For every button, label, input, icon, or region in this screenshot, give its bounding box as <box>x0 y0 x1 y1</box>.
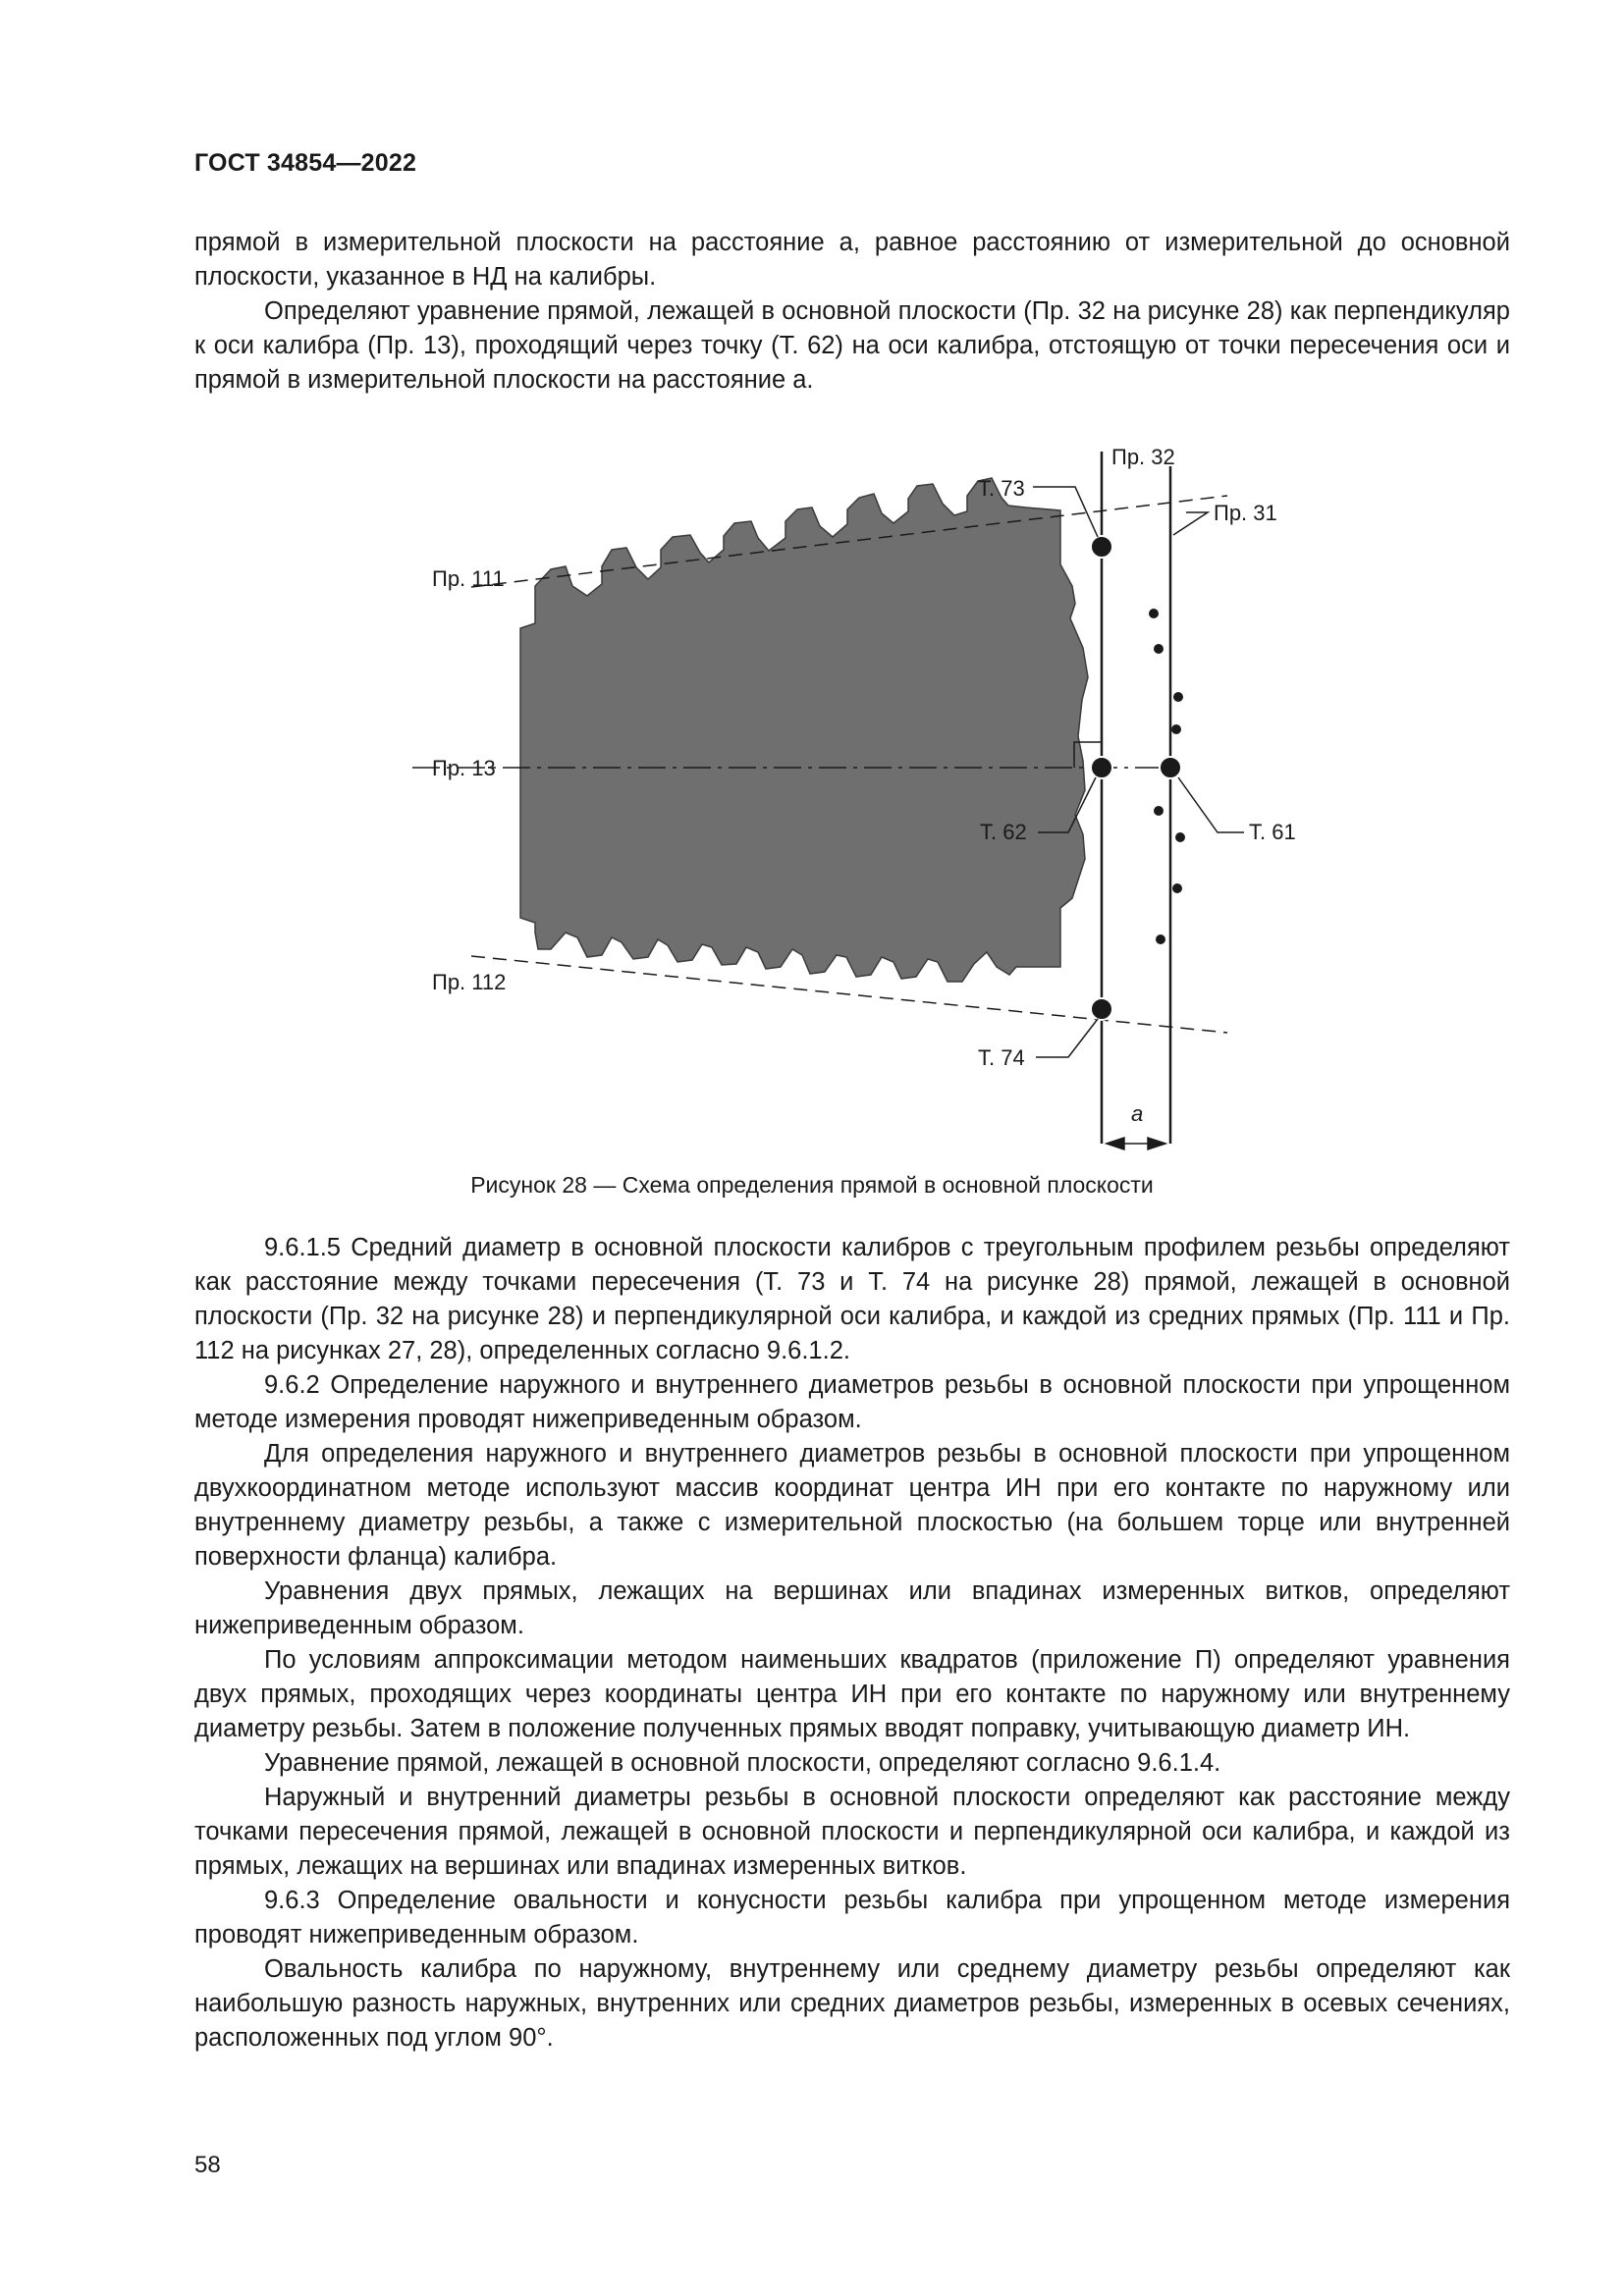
paragraph: Уравнения двух прямых, лежащих на вершинах или впадинах измеренных витков, определяют нижеприведенным образом. <box>194 1577 1510 1639</box>
paragraph: Наружный и внутренний диаметры резьбы в основной плоскости определяют как расстояние между точками пересечения прямой, лежащей в основной плоскости и перпендикулярной оси калибра, и каждой из прямых, лежащих на вершинах или впадинах измеренных витков. <box>194 1784 1510 1880</box>
figure-28 <box>412 437 1296 1163</box>
thread-gauge-diagram <box>412 437 1296 1163</box>
label-t73: Т. 73 <box>978 476 1025 501</box>
label-pr32: Пр. 32 <box>1111 445 1175 469</box>
paragraph: Для определения наружного и внутреннего диаметров резьбы в основной плоскости при упрощенном двухкоординатном методе используют массив координат центра ИН при его контакте по наружному или внутреннему диаметру резьбы, а также с измерительной плоскостью (на большем торце или внутренней поверхности фланца) калибра. <box>194 1440 1510 1571</box>
label-t62: Т. 62 <box>980 820 1027 844</box>
gauge-body <box>520 478 1088 982</box>
paragraph: Уравнение прямой, лежащей в основной плоскости, определяют согласно 9.6.1.4. <box>264 1749 1221 1777</box>
bottom-text-block <box>194 1231 1510 2056</box>
point-t74 <box>1091 998 1112 1020</box>
paragraph: По условиям аппроксимации методом наименьших квадратов (приложение П) определяют уравнения двух прямых, проходящих через координаты центра ИН при его контакте по наружному или внутреннему диаметру резьбы. Затем в положение полученных прямых вводят поправку, учитывающую диаметр ИН. <box>194 1646 1510 1742</box>
label-t74: Т. 74 <box>978 1045 1025 1070</box>
paragraph: 9.6.2 Определение наружного и внутреннего диаметров резьбы в основной плоскости при упрощенном методе измерения проводят нижеприведенным образом. <box>194 1371 1510 1433</box>
mean-line-pr112 <box>471 956 1227 1033</box>
point-t73 <box>1091 536 1112 558</box>
figure-caption: Рисунок 28 — Схема определения прямой в основной плоскости <box>470 1172 1154 1198</box>
paragraph: прямой в измерительной плоскости на расстояние а, равное расстоянию от измерительной до основной плоскости, указанное в НД на калибры. <box>194 229 1510 291</box>
label-pr31: Пр. 31 <box>1214 501 1277 525</box>
point-t61 <box>1160 757 1181 778</box>
label-pr13: Пр. 13 <box>432 756 496 780</box>
label-pr111: Пр. 111 <box>432 566 505 591</box>
dimension-a <box>1107 1138 1165 1149</box>
point-t62 <box>1091 757 1112 778</box>
document-header: ГОСТ 34854—2022 <box>194 149 417 177</box>
paragraph: Определяют уравнение прямой, лежащей в основной плоскости (Пр. 32 на рисунке 28) как перпендикуляр к оси калибра (Пр. 13), проходящий через точку (Т. 62) на оси калибра, отстоящую от точки пересечения оси и прямой в измерительной плоскости на расстояние а. <box>194 297 1510 394</box>
paragraph: Овальность калибра по наружному, внутреннему или среднему диаметру резьбы определяют как наибольшую разность наружных, внутренних или средних диаметров резьбы, измеренных в осевых сечениях, расположенных под углом 90°. <box>194 1955 1510 2052</box>
paragraph: 9.6.1.5 Средний диаметр в основной плоскости калибров с треугольным профилем резьбы определяют как расстояние между точками пересечения (Т. 73 и Т. 74 на рисунке 28) прямой, лежащей в основной плоскости (Пр. 32 на рисунке 28) и перпендикулярной оси калибра, и каждой из средних прямых (Пр. 111 и Пр. 112 на рисунках 27, 28), определенных согласно 9.6.1.2. <box>194 1234 1510 1364</box>
paragraph: 9.6.3 Определение овальности и конусности резьбы калибра при упрощенном методе измерения проводят нижеприведенным образом. <box>194 1887 1510 1949</box>
page-number: 58 <box>194 2152 221 2178</box>
label-pr112: Пр. 112 <box>432 970 507 994</box>
label-a: а <box>1131 1101 1144 1126</box>
label-t61: Т. 61 <box>1249 820 1296 844</box>
top-text-block <box>194 226 1510 398</box>
